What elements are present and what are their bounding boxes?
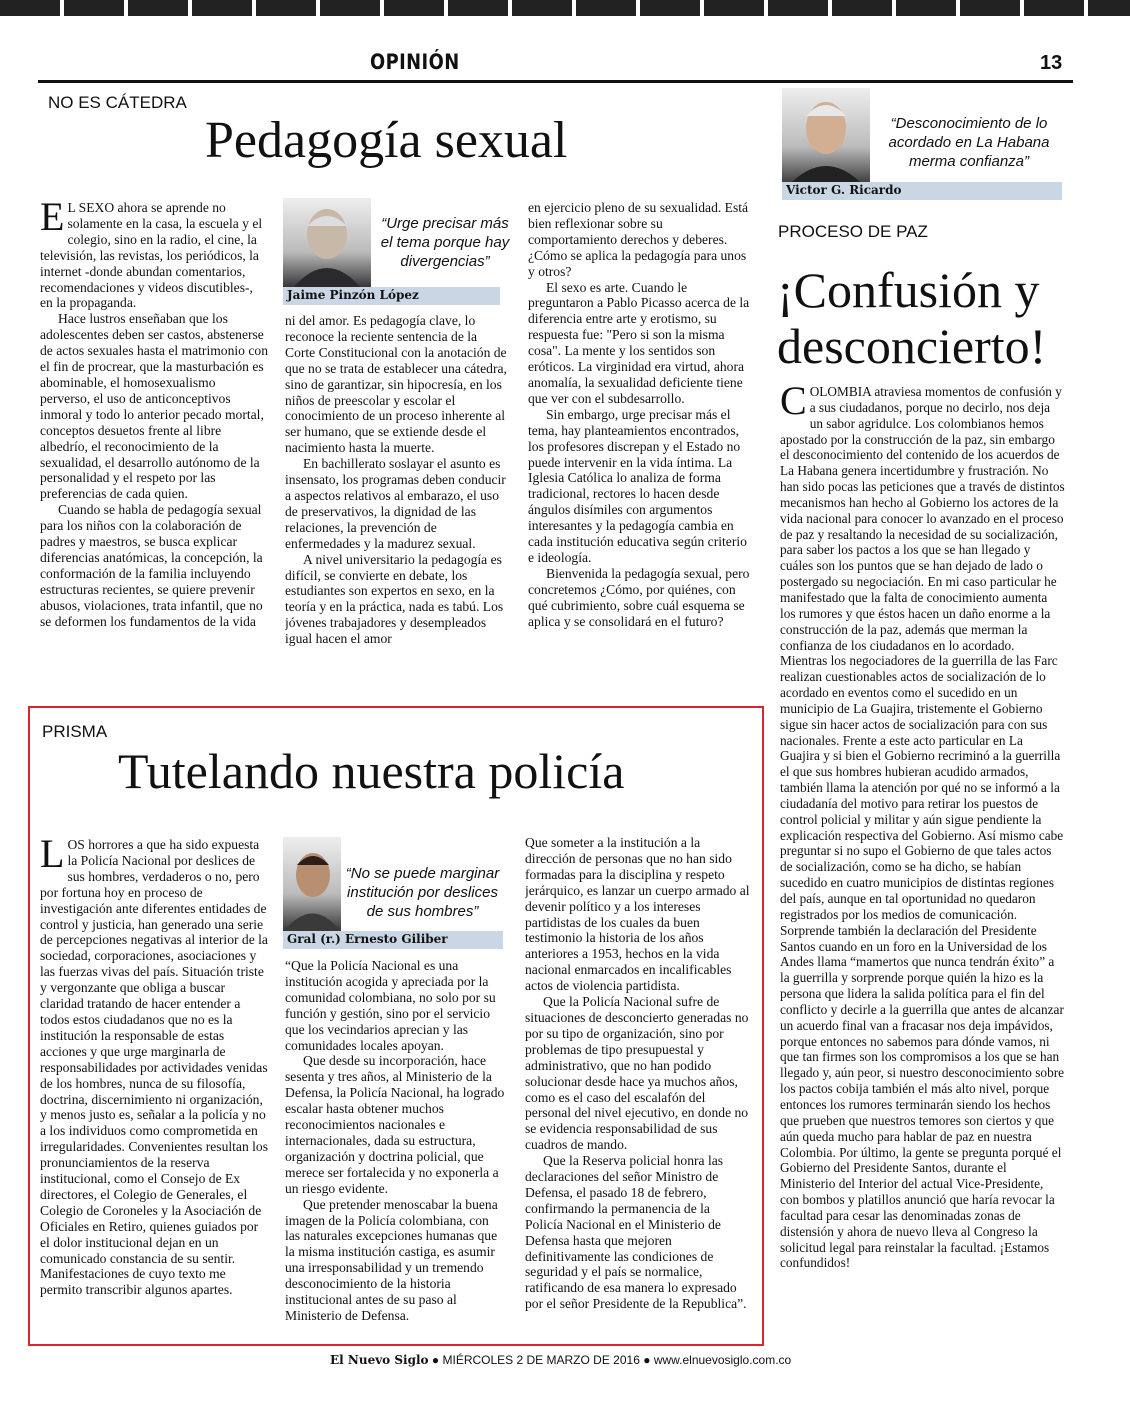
author-photo-victor-ricardo	[782, 88, 870, 186]
page-number: 13	[1040, 52, 1063, 74]
drop-cap: C	[780, 384, 807, 423]
article1-paragraph: El sexo es arte. Cuando le preguntaron a Pablo Picasso acerca de la diferencia entre arte y erotismo, su respuesta fue: "Pero si son la misma cosa". La mente y los sentidos son eróticos. La virginidad era virtud, ahora anomalía, la sexualidad deficiente tiene que ver con el subdesarrollo.	[528, 279, 750, 406]
article3-title	[777, 262, 1046, 374]
article2-paragraph: “Que la Policía Nacional es una institución acogida y apreciada por la comunidad colombiana, no solo por su función y gestión, sino por el servicio que los vecindarios aprecian y las comunidades locales apoyan.	[285, 958, 496, 1053]
article1-paragraph: A nivel universitario la pedagogía es difícil, se convierte en debate, los estudiantes son expertos en sexo, en la teoría y en la práctica, nada es tabú. Los jóvenes trabajadores y desempleados igual hacen el amor	[285, 551, 504, 647]
article1-kicker: NO ES CÁTEDRA	[48, 93, 187, 112]
article1-column-2	[285, 313, 510, 690]
article1-paragraph: Hace lustros enseñaban que los adolescentes deben ser castos, abstenerse de actos sexuales hasta el matrimonio con el fin de procrear, que la masturbación es abominable, el homosexualismo perverso, el uso de anticonceptivos inmoral y todo lo anterior pecado mortal, conceptos desuetos frente al libre albedrío, el reconocimiento de la sexualidad, el desarrollo autónomo de la personalidad y el respeto por las preferencias de cada quien.	[40, 311, 268, 502]
article2-paragraph: Que desde su incorporación, hace sesenta y tres años, al Ministerio de la Defensa, la Policía Nacional, ha logrado escalar hasta obtener muchos reconocimientos nacionales e internacionales, dada su estructura, organización y doctrina policial, que merece ser fortalecida y no exponerla a un riesgo evidente.	[285, 1053, 505, 1196]
section-title: OPINIÓN	[370, 50, 460, 74]
footer-date: MIÉRCOLES 2 DE MARZO DE 2016	[442, 1353, 640, 1367]
article2-paragraph: Que la Reserva policial honra las declaraciones del señor Ministro de Defensa, el pasado 18 de febrero, confirmando la permanencia de la Policía Nacional en el Ministerio de Defensa hasta que mejoren definitivamente las condiciones de seguridad y el país se normalice, ratificando de esa manera lo expresado por el señor Presidente de la Republica”.	[525, 1153, 747, 1312]
article2-column-1	[40, 837, 268, 1337]
article1-paragraph: Cuando se habla de pedagogía sexual para los niños con la colaboración de padres y maestros, se busca explicar diferencias anatómicas, la concepción, la conformación de la familia incluyendo estructuras recientes, se quiere prevenir abusos, violaciones, trata infantil, que no se deformen los fundamentos de la vida	[40, 502, 263, 629]
article1-paragraph: En bachillerato soslayar el asunto es insensato, los programas deben conducir a aspectos relativos al embarazo, el uso de preservativos, la dignidad de las relaciones, la prevención de enfermedades y la madurez sexual.	[285, 456, 506, 551]
article1-paragraph: en ejercicio pleno de su sexualidad. Está bien reflexionar sobre su comportamiento derechos y deberes. ¿Cómo se aplica la pedagogía para unos y otros?	[528, 200, 749, 279]
article2-paragraph: Que pretender menoscabar la buena imagen de la Policía colombiana, con las naturales excepciones humanas que la misma institución castiga, es asumir una irresponsabilidad y un tremendo desconocimiento de la historia institucional antes de su paso al Ministerio de Defensa.	[285, 1196, 498, 1323]
article2-kicker: PRISMA	[42, 722, 108, 741]
article2-paragraph: Que la Policía Nacional sufre de situaciones de desconcierto generadas no por su tipo de organización, sino por problemas de tipo presupuestal y administrativo, que no han podido solucionar desde hace ya muchos años, como es el caso del escalafón del personal del nivel ejecutivo, en donde no se evidencia responsabilidad de sus cuadros de mando.	[525, 994, 749, 1153]
article1-paragraph: ni del amor. Es pedagogía clave, lo reconoce la reciente sentencia de la Corte Constitucional con la anotación de que no se trata de establecer una cátedra, sino de garantizar, sin hipocresía, en los niños de preescolar y escolar el conocimiento de un proceso inherente al ser humano, que se extiende desde el nacimiento hasta la muerte.	[285, 313, 507, 456]
article1-author-bar: Jaime Pinzón López	[283, 287, 500, 305]
article2-column-2	[285, 958, 507, 1338]
top-rule-bar	[0, 0, 1130, 16]
bullet-icon: ●	[643, 1353, 654, 1367]
article1-column-3	[528, 200, 750, 690]
article3-pull-quote: “Desconocimiento de lo acordado en La Habana merma confianza”	[888, 115, 1050, 170]
author-photo-jaime-pinzon	[283, 198, 371, 288]
article2-column-3	[525, 835, 750, 1338]
article1-paragraph: L SEXO ahora se aprende no solamente en la casa, la escuela y el colegio, sino en la radio, el cine, la televisión, las revistas, los periódicos, la internet -donde abundan comentarios, recomendaciones y videos discutibles-, en la propaganda.	[40, 200, 263, 311]
article3-body	[780, 384, 1065, 1341]
article3-paragraph: Mientras los negociadores de la guerrilla de las Farc realizan cuestionables actos de socialización de lo acordado en eventos como el sucedido en un municipio de La Guajira, tristemente el Gobierno sigue sin hacer actos de socialización para con sus nacionales. Frente a este acto particular en La Guajira y si bien el Gobierno recriminó a la guerrilla el que sus hombres hubieran acudido armados, también llama la atención por qué no se informó a la ciudadanía del motivo para retirar los puestos de control policial y militar y aún sigue pendiente la explicación respectiva del Gobierno. Así mismo cabe preguntar si no supo el Gobierno de que tales actos de socialización, como se ha dicho, se habían sucedido en cuatro municipios de distintas regiones del país, aunque en tal oportunidad no quedaron registrados por los medios de comunicación.	[780, 653, 1064, 922]
article1-paragraph: Bienvenida la pedagogía sexual, pero concretemos ¿Cómo, por quiénes, con qué cubrimiento, sobre cuál esquema se aplica y se consolidará en el futuro?	[528, 565, 750, 629]
article2-paragraph: OS horrores a que ha sido expuesta la Policía Nacional por deslices de sus hombres, verdaderos o no, pero por fortuna hoy en proceso de investigación ante diferentes entidades de control y justicia, han generado una serie de percepciones negativas al interior de la sociedad, corporaciones, asociaciones y las fuerzas vivas del país. Situación triste y vergonzante que obliga a buscar claridad tratando de hacer entender a todos estos ciudadanos que no es la institución la responsable de estas acciones y que urge marginarla de responsabilidades por actividades venidas de los hombres, nunca de su filosofía, doctrina, discernimiento ni organización, y menos justo es, señalar a la policía y no a los individuos como comprometida en irregularidades. Convenientes resultan los pronunciamientos de la reserva institucional, como el Consejo de Ex directores, el Colegio de Generales, el Colegio de Coroneles y la Asociación de Oficiales en Retiro, quienes guiados por el dolor institucional dejan en un comunicado constancia de su sentir. Manifestaciones de cuyo texto me permito transcribir algunos apartes.	[40, 837, 268, 1298]
article2-title: Tutelando nuestra policía	[118, 743, 625, 799]
footer-url[interactable]: www.elnuevosiglo.com.co	[653, 1353, 792, 1367]
article3-paragraph: OLOMBIA atraviesa momentos de confusión y a sus ciudadanos, porque no decirlo, nos deja un sabor agridulce. Los colombianos hemos apostado por la construcción de la paz, sin embargo el desconocimiento del contenido de los acuerdos de La Habana genera incertidumbre y frustración. No han sido pocas las peticiones que a través de distintos mecanismos han hecho al Gobierno los actores de la vida nacional para conocer lo avanzado en el proceso de paz y resaltando la necesidad de su socialización, para saber los pactos a los que se han llegado y cuáles son los puntos que se han dejado de lado o postergado su negociación. En mi caso particular he manifestado que la falta de conocimiento aumenta los rumores y que éstos hacen un daño enorme a la construcción de la paz, además que merman la confianza de los ciudadanos en lo acordado.	[780, 384, 1065, 653]
author-photo-ernesto-giliber	[283, 837, 341, 932]
article1-paragraph: Sin embargo, urge precisar más el tema, hay planteamientos encontrados, los profesores discrepan y el Estado no puede intervenir en la vida íntima. La Iglesia Católica lo analiza de forma tradicional, rectores lo hacen desde ángulos disímiles con argumentos interesantes y la pedagogía cambia en cada institución educativa según criterio e ideología.	[528, 406, 747, 565]
article1-title: Pedagogía sexual	[205, 112, 568, 169]
article3-author-bar: Victor G. Ricardo	[782, 182, 1062, 200]
article3-kicker: PROCESO DE PAZ	[778, 222, 928, 241]
article2-pull-quote: “No se puede marginar institución por deslices de sus hombres”	[345, 865, 500, 920]
article3-paragraph: Sorprende también la declaración del Presidente Santos cuando en un foro en la Universidad de los Andes llama “mamertos que nunca tendrán éxito” a la guerrilla y sorprende porque quién la hizo es la persona que lidera la salida política para el fin del conflicto y decirle a la guerrilla que antes de alcanzar un acuerdo final van a fracasar nos deja impávidos, porque entonces no sabemos para dónde vamos, ni que tan firmes son los compromisos a los que se han llegado y, aún peor, si nuestro desconocimiento sobre los pactos cobija también el más alto nivel, porque entonces los rumores terminarán siendo los hechos que prueben que nuestros temores son ciertos y que aún queda mucho para hablar de paz en nuestra Colombia. Por último, la gente se pregunta porqué el Gobierno del Presidente Santos, durante el Ministerio del Interior del actual Vice-Presidente, con bombos y platillos anunció que haría revocar la facultad para cesar las denominadas zonas de distensión y ahora de nuevo lleva al Congreso la solicitud legal para reinstalar la facultad. ¡Estamos confundidos!	[780, 922, 1065, 1271]
header-divider	[38, 80, 1073, 83]
article1-column-1	[40, 200, 268, 690]
article3-title-line-2: desconcierto!	[777, 318, 1047, 374]
article3-title-line-1: ¡Confusión y	[777, 262, 1040, 318]
page-footer	[330, 1353, 791, 1367]
article2-author-bar: Gral (r.) Ernesto Giliber	[283, 931, 503, 949]
article1-pull-quote: “Urge precisar más el tema porque hay divergencias”	[380, 215, 510, 270]
footer-paper-name: El Nuevo Siglo	[330, 1353, 429, 1367]
drop-cap: E	[40, 200, 65, 239]
article2-paragraph: Que someter a la institución a la dirección de personas que no han sido formadas para la disciplina y respeto jerárquico, es lanzar un cuerpo armado al devenir político y a los intereses partidistas de los cuales da buen testimonio la historia de los años anteriores a 1953, hechos en la vida nacional enmarcados en incalificables actos de violencia partidista.	[525, 835, 750, 994]
drop-cap: L	[40, 837, 65, 876]
bullet-icon: ●	[431, 1353, 443, 1367]
